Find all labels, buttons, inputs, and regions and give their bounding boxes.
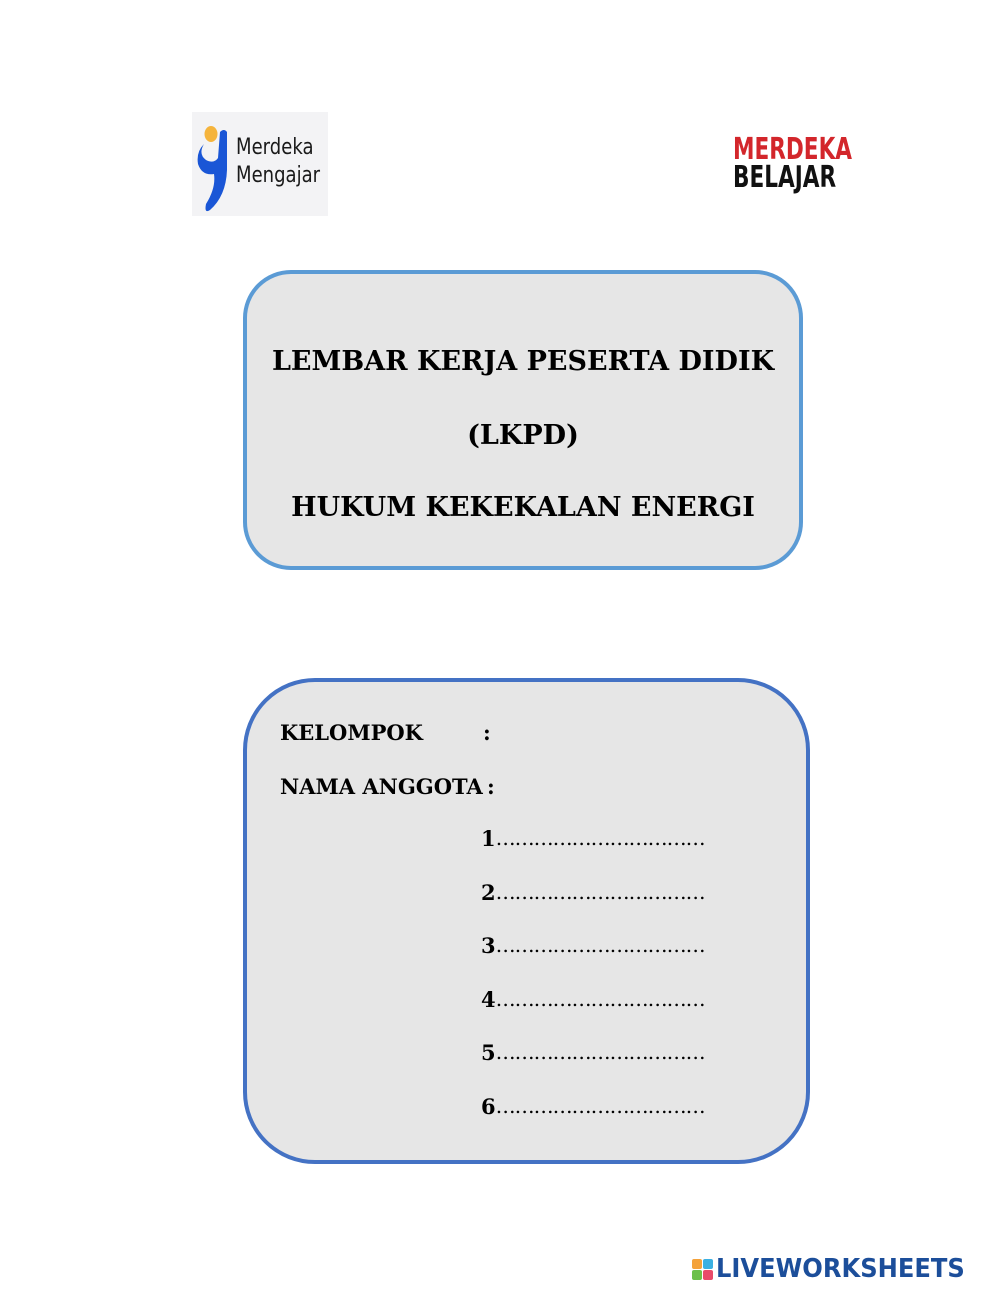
logo-square	[703, 1259, 713, 1269]
member-row[interactable]	[481, 1094, 705, 1148]
merdeka-mengajar-figure-icon	[194, 118, 234, 212]
member-blank[interactable]: ……………………………	[495, 986, 705, 1011]
document-topic: HUKUM KEKEKALAN ENERGI	[291, 492, 755, 523]
merdeka-mengajar-line1: Merdeka	[236, 135, 314, 160]
member-number: 3	[481, 933, 496, 958]
member-number: 1	[481, 826, 496, 851]
liveworksheets-logo-icon	[692, 1259, 713, 1280]
member-number: 4	[481, 986, 496, 1012]
merdeka-mengajar-logo	[192, 112, 328, 216]
member-row[interactable]	[481, 987, 705, 1041]
merdeka-belajar-line1: MERDEKA	[733, 132, 853, 167]
liveworksheets-brand[interactable]	[692, 1254, 984, 1284]
logo-square	[692, 1259, 702, 1269]
member-blank[interactable]: ……………………………	[495, 1040, 705, 1064]
group-colon: :	[483, 720, 491, 745]
identity-box	[243, 678, 810, 1164]
member-blank[interactable]: ……………………………	[495, 826, 705, 850]
member-number: 6	[481, 1093, 496, 1119]
merdeka-belajar-logo	[733, 132, 853, 195]
member-blank[interactable]: ……………………………	[495, 1093, 705, 1118]
member-number: 5	[481, 1040, 496, 1065]
member-row[interactable]	[481, 1040, 705, 1094]
members-colon: :	[487, 774, 495, 799]
document-title: LEMBAR KERJA PESERTA DIDIK	[271, 346, 775, 377]
liveworksheets-wordmark: LIVEWORKSHEETS	[716, 1254, 965, 1284]
merdeka-belajar-line2: BELAJAR	[733, 160, 837, 195]
merdeka-mengajar-wordmark	[236, 134, 320, 190]
group-label: KELOMPOK	[280, 720, 423, 745]
member-number: 2	[481, 879, 496, 905]
title-box	[243, 270, 803, 570]
member-blank[interactable]: ……………………………	[495, 933, 705, 957]
logo-square	[703, 1270, 713, 1280]
member-blank[interactable]: ……………………………	[495, 879, 705, 904]
member-row[interactable]	[481, 933, 705, 987]
member-list	[481, 826, 705, 1147]
logo-square	[692, 1270, 702, 1280]
member-row[interactable]	[481, 826, 705, 880]
member-row[interactable]	[481, 880, 705, 934]
members-label: NAMA ANGGOTA	[280, 774, 483, 799]
merdeka-mengajar-line2: Mengajar	[236, 163, 321, 188]
document-abbreviation: (LKPD)	[467, 420, 579, 451]
